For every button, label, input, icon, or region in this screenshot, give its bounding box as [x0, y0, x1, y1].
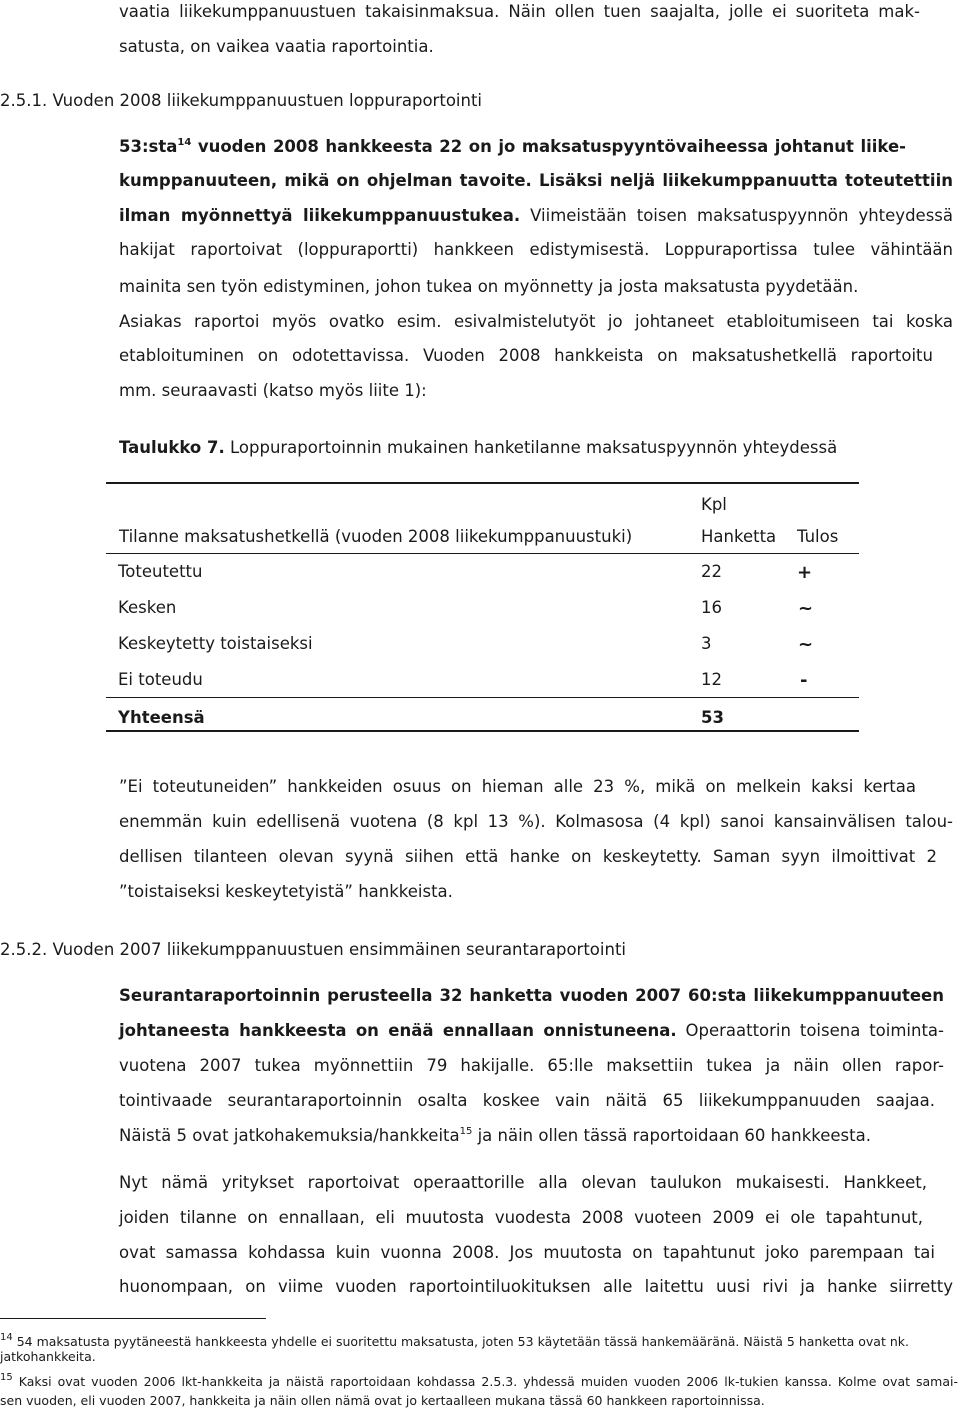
- table-total-rule: [106, 697, 859, 698]
- table-total-label: Yhteensä: [118, 708, 205, 727]
- line-fragment: Viimeistään toisen maksatuspyynnön yhteydessä: [520, 205, 953, 225]
- paragraph-line: ovat samassa kohdassa kuin vuonna 2008. Jos muutosta on tapahtunut joko parempaan tai: [119, 1243, 935, 1262]
- paragraph-line: hakijat raportoivat (loppuraportti) hankkeen edistymisestä. Loppuraportissa tulee vähintään: [119, 240, 953, 259]
- paragraph-line: mainita sen työn edistyminen, johon tukea on myönnetty ja josta maksatusta pyydetään.: [119, 277, 859, 296]
- section-2-5-1-paragraph-end: [119, 339, 933, 408]
- last-paragraph-cont2: [119, 1236, 935, 1270]
- table-row-result: -: [800, 670, 808, 691]
- line-fragment: Näistä 5 ovat jatkohakemuksia/hankkeita: [119, 1126, 460, 1145]
- last-paragraph: [119, 1166, 927, 1200]
- paragraph-line: Nyt nämä yritykset raportoivat operaattorille alla olevan taulukon mukaisesti. Hankkeet,: [119, 1173, 927, 1192]
- table-row-result: +: [797, 562, 813, 583]
- table-row-count: 12: [701, 670, 722, 689]
- table-row-label: Toteutettu: [118, 562, 203, 581]
- section-heading-2-5-2: 2.5.2. Vuoden 2007 liikekumppanuustuen ensimmäinen seurantaraportointi: [0, 940, 627, 959]
- paragraph-line: [119, 199, 953, 234]
- footnote-line: [0, 1368, 958, 1391]
- table-row-count: 22: [701, 562, 722, 581]
- footnote-text: 54 maksatusta pyytäneestä hankkeesta yhdelle ei suoritettu maksatusta, joten 53 käytetään tässä hankemääränä. Näistä 5 hanketta ovat nk.: [12, 1334, 909, 1349]
- table-caption-label: Taulukko 7.: [119, 438, 225, 457]
- table-row-count: 16: [701, 598, 722, 617]
- footnote-line: sen vuoden, eli vuoden 2007, hankkeita ja näin ollen nämä ovat jo kertaalleen mukana tässä 60 hankkeen raportoinnissa.: [0, 1393, 765, 1408]
- table-row-result: ~: [798, 598, 814, 619]
- after-table-paragraph-cont2: [119, 840, 937, 909]
- last-paragraph-cont3: [119, 1270, 953, 1304]
- paragraph-line: etabloituminen on odotettavissa. Vuoden 2008 hankkeista on maksatushetkellä raportoitu: [119, 346, 933, 365]
- after-table-paragraph: [119, 770, 916, 805]
- paragraph-line: vuotena 2007 tukea myönnettiin 79 hakijalle. 65:lle maksettiin tukea ja näin ollen rapor-: [119, 1055, 944, 1075]
- section-2-5-2-paragraph: [119, 979, 944, 1014]
- table-header-result: Tulos: [797, 527, 839, 546]
- table-caption-text: Loppuraportoinnin mukainen hanketilanne maksatuspyynnön yhteydessä: [224, 438, 838, 457]
- paragraph-line: [119, 1119, 944, 1154]
- paragraph-line: kumppanuuteen, mikä on ohjelman tavoite. Lisäksi neljä liikekumppanuutta toteutettiin: [119, 171, 953, 190]
- section-2-5-2-paragraph-mid: [119, 1084, 935, 1119]
- section-2-5-1-paragraph: [119, 130, 906, 165]
- paragraph-line: Asiakas raportoi myös ovatko esim. esivalmistelutyöt jo johtaneet etabloitumiseen tai koska: [119, 311, 953, 331]
- footnote-number: 15: [0, 1372, 13, 1383]
- footnote-number: 14: [0, 1332, 13, 1343]
- paragraph-line: ”Ei toteutuneiden” hankkeiden osuus on hieman alle 23 %, mikä on melkein kaksi kertaa: [119, 777, 916, 796]
- table-header-status: Tilanne maksatushetkellä (vuoden 2008 liikekumppanuustuki): [119, 527, 633, 546]
- footnote-14: [0, 1328, 958, 1366]
- intro-line: satusta, on vaikea vaatia raportointia.: [119, 36, 434, 56]
- table-header-count: Hanketta: [701, 527, 777, 546]
- table-header-kpl: Kpl: [701, 495, 727, 514]
- line-fragment: ja näin ollen tässä raportoidaan 60 hankkeesta.: [472, 1126, 871, 1145]
- paragraph-line: tointivaade seurantaraportoinnin osalta koskee vain näitä 65 liikekumppanuuden saajaa.: [119, 1091, 935, 1110]
- after-table-paragraph-cont: [119, 805, 953, 840]
- paragraph-line: enemmän kuin edellisenä vuotena (8 kpl 13 %). Kolmasosa (4 kpl) sanoi kansainvälisen talou-: [119, 812, 953, 831]
- section-2-5-2-paragraph-cont: [119, 1014, 944, 1083]
- section-2-5-1-paragraph-cont: [119, 164, 953, 268]
- paragraph-line: dellisen tilanteen olevan syynä siihen että hanke on keskeytetty. Saman syyn ilmoittivat 2: [119, 847, 937, 866]
- line-fragment: vuoden 2008 hankkeesta 22 on jo maksatuspyyntövaiheessa johtanut liike-: [191, 137, 906, 156]
- paragraph-line: Seurantaraportoinnin perusteella 32 hanketta vuoden 2007 60:sta liikekumppanuuteen: [119, 986, 944, 1005]
- section-heading-2-5-1: 2.5.1. Vuoden 2008 liikekumppanuustuen loppuraportointi: [0, 91, 483, 110]
- table-row-label: Kesken: [118, 598, 177, 617]
- paragraph-line: ”toistaiseksi keskeytetyistä” hankkeista.: [119, 881, 453, 901]
- paragraph-line: mm. seuraavasti (katso myös liite 1):: [119, 380, 427, 400]
- footnote-text: Kaksi ovat vuoden 2006 lkt-hankkeita ja näistä raportoidaan kohdassa 2.5.3. yhdessä muiden vuoden 2006 lk-tukien kanssa. Kolme ovat samai-: [12, 1374, 958, 1389]
- table-total-count: 53: [701, 708, 724, 727]
- table-header-rule: [106, 553, 859, 554]
- line-fragment: Operaattorin toisena toiminta-: [676, 1021, 944, 1040]
- table-row-label: Keskeytetty toistaiseksi: [118, 634, 313, 653]
- table-row-result: ~: [798, 634, 814, 655]
- last-paragraph-cont: [119, 1201, 923, 1235]
- line-fragment: 53:sta: [119, 137, 178, 156]
- intro-line: vaatia liikekumppanuustuen takaisinmaksua. Näin ollen tuen saajalta, jolle ei suoriteta mak-: [119, 2, 920, 21]
- section-2-5-2-paragraph-end: [119, 1119, 944, 1154]
- table-bottom-rule: [106, 730, 859, 732]
- bold-fragment: johtaneesta hankkeesta on enää ennallaan onnistuneena.: [119, 1021, 677, 1040]
- footnote-separator: [0, 1318, 266, 1319]
- paragraph-line: joiden tilanne on ennallaan, eli muutosta vuodesta 2008 vuoteen 2009 ei ole tapahtunut,: [119, 1208, 923, 1227]
- footnote-line: [0, 1328, 958, 1351]
- footnote-ref-15[interactable]: 15: [459, 1126, 473, 1137]
- section-2-5-1-paragraph-tail: [119, 270, 953, 339]
- paragraph-line: huonompaan, on viime vuoden raportointiluokituksen alle laitettu uusi rivi ja hanke siirretty: [119, 1277, 953, 1296]
- bold-fragment: ilman myönnettyä liikekumppanuustukea.: [119, 205, 521, 225]
- footnote-15: [0, 1368, 958, 1410]
- table-row-label: Ei toteudu: [118, 670, 203, 689]
- table-top-rule: [106, 482, 859, 484]
- intro-paragraph: [119, 0, 920, 64]
- paragraph-line: [119, 1014, 944, 1049]
- table-caption: [119, 438, 837, 457]
- paragraph-line: [119, 130, 906, 165]
- footnote-ref-14[interactable]: 14: [177, 137, 192, 148]
- table-row-count: 3: [701, 634, 712, 653]
- footnote-line: jatkohankkeita.: [0, 1349, 96, 1364]
